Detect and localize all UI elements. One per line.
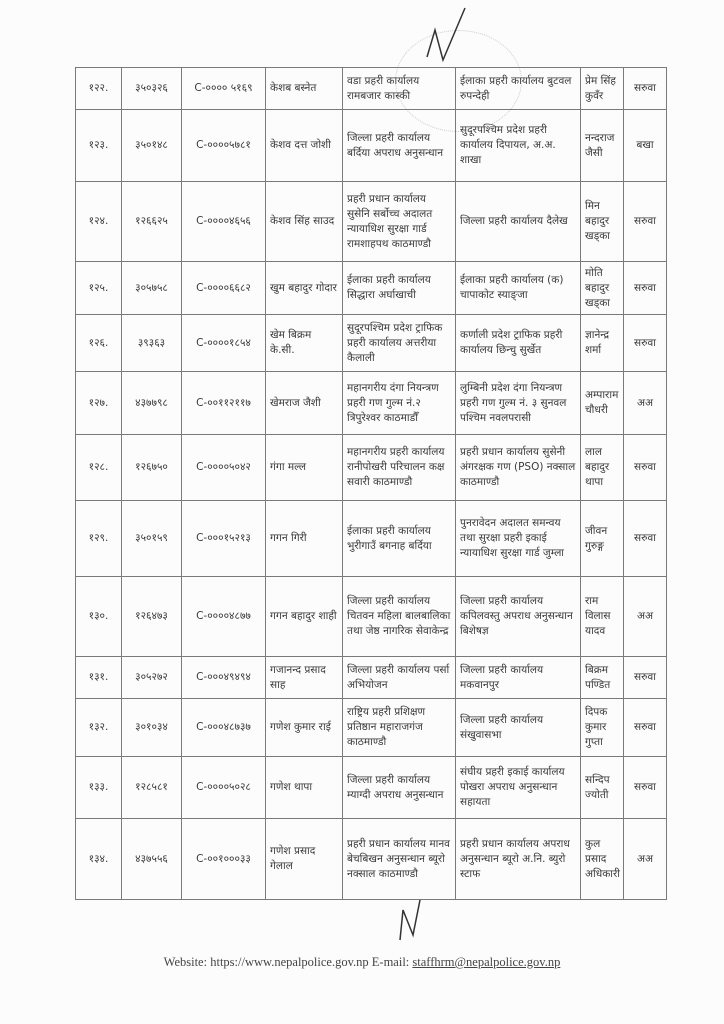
from-office-cell: महानगरीय प्रहरी कार्यालय रानीपोखरी परिचालन कक्ष सवारी काठमाण्डौ [343, 435, 456, 501]
cit-code-cell: C-००००५०२८ [182, 757, 266, 819]
to-office-cell: जिल्ला प्रहरी कार्यालय कपिलवस्तु अपराध अनुसन्धान बिशेषज्ञ [456, 577, 581, 657]
approver-name-cell: मोति बहादुर खड्का [581, 262, 624, 315]
employee-id-cell: ३०५२७२ [122, 657, 182, 699]
transfer-status-cell: सरुवा [624, 182, 667, 262]
serial-number-cell: १२५. [76, 262, 122, 315]
employee-name-cell: केशव दत्त जोशी [266, 110, 343, 182]
approver-name-cell: अम्पाराम चौधरी [581, 372, 624, 435]
table-row [76, 501, 667, 577]
transfer-status-cell: सरुवा [624, 699, 667, 757]
table-row [76, 68, 667, 110]
cit-code-cell: C-०००४८७३७ [182, 699, 266, 757]
from-office-cell: राष्ट्रिय प्रहरी प्रशिक्षण प्रतिष्ठान महाराजगंज काठमाण्डौ [343, 699, 456, 757]
serial-number-cell: १२२. [76, 68, 122, 110]
to-office-cell: प्रहरी प्रधान कार्यालय अपराध अनुसन्धान ब्यूरो अ.नि. ब्युरो स्टाफ [456, 819, 581, 900]
table-row [76, 110, 667, 182]
transfer-status-cell: अअ [624, 577, 667, 657]
table-row [76, 182, 667, 262]
from-office-cell: सुदूरपश्चिम प्रदेश ट्राफिक प्रहरी कार्यालय अत्तरीया कैलाली [343, 315, 456, 372]
employee-id-cell: ४३७७९८ [122, 372, 182, 435]
cit-code-cell: C-००००४६५६ [182, 182, 266, 262]
to-office-cell: सुदूरपश्चिम प्रदेश प्रहरी कार्यालय दिपायल, अ.अ. शाखा [456, 110, 581, 182]
serial-number-cell: १२८. [76, 435, 122, 501]
approver-name-cell: ज्ञानेन्द्र शर्मा [581, 315, 624, 372]
cit-code-cell: C-००११२११७ [182, 372, 266, 435]
approver-name-cell: कुल प्रसाद अधिकारी [581, 819, 624, 900]
serial-number-cell: १३१. [76, 657, 122, 699]
transfer-status-cell: सरुवा [624, 68, 667, 110]
cit-code-cell: C-०००० ५१६९ [182, 68, 266, 110]
employee-id-cell: ४३७५५६ [122, 819, 182, 900]
employee-id-cell: १२६७५० [122, 435, 182, 501]
cit-code-cell: C-००००५७८१ [182, 110, 266, 182]
table-row [76, 819, 667, 900]
table-row [76, 372, 667, 435]
cit-code-cell: C-००००५०४२ [182, 435, 266, 501]
approver-name-cell: राम विलास यादव [581, 577, 624, 657]
to-office-cell: ईलाका प्रहरी कार्यालय बुटवल रुपन्देही [456, 68, 581, 110]
table-row [76, 757, 667, 819]
employee-name-cell: गणेश थापा [266, 757, 343, 819]
to-office-cell: संघीय प्रहरी इकाई कार्यालय पोखरा अपराध अनुसन्धान सहायता [456, 757, 581, 819]
to-office-cell: लुम्बिनी प्रदेश दंगा नियन्त्रण प्रहरी गण गुल्म नं. ३ सुनवल पश्चिम नवलपरासी [456, 372, 581, 435]
from-office-cell: जिल्ला प्रहरी कार्यालय पर्सा अभियोजन [343, 657, 456, 699]
serial-number-cell: १२९. [76, 501, 122, 577]
serial-number-cell: १३०. [76, 577, 122, 657]
serial-number-cell: १२७. [76, 372, 122, 435]
employee-name-cell: खेमराज जैशी [266, 372, 343, 435]
cit-code-cell: C-००००१८५४ [182, 315, 266, 372]
serial-number-cell: १३२. [76, 699, 122, 757]
employee-id-cell: ३५०१५९ [122, 501, 182, 577]
to-office-cell: कर्णाली प्रदेश ट्राफिक प्रहरी कार्यालय छिन्चु सुर्खेत [456, 315, 581, 372]
approver-name-cell: लाल बहादुर थापा [581, 435, 624, 501]
transfer-status-cell: सरुवा [624, 657, 667, 699]
employee-name-cell: गणेश कुमार राई [266, 699, 343, 757]
transfer-status-cell: बखा [624, 110, 667, 182]
employee-name-cell: गंगा मल्ल [266, 435, 343, 501]
website-link[interactable]: https://www.nepalpolice.gov.np [210, 955, 369, 969]
employee-id-cell: ३०१०३४ [122, 699, 182, 757]
employee-id-cell: १२८५८१ [122, 757, 182, 819]
employee-name-cell: गगन गिरी [266, 501, 343, 577]
table-row [76, 699, 667, 757]
table-row [76, 657, 667, 699]
approver-name-cell: सन्दिप ज्योती [581, 757, 624, 819]
approver-name-cell: दिपक कुमार गुप्ता [581, 699, 624, 757]
cit-code-cell: C-००००६६८२ [182, 262, 266, 315]
from-office-cell: प्रहरी प्रधान कार्यालय मानव बेचबिखन अनुसन्धान ब्यूरो नक्साल काठमाण्डौ [343, 819, 456, 900]
cit-code-cell: C-०००४९४९४ [182, 657, 266, 699]
employee-name-cell: गगन बहादुर शाही [266, 577, 343, 657]
table-row [76, 577, 667, 657]
serial-number-cell: १२६. [76, 315, 122, 372]
employee-name-cell: खेम बिक्रम के.सी. [266, 315, 343, 372]
approver-name-cell: मिन बहादुर खड्का [581, 182, 624, 262]
to-office-cell: जिल्ला प्रहरी कार्यालय संखुवासभा [456, 699, 581, 757]
employee-id-cell: ३९३६३ [122, 315, 182, 372]
from-office-cell: वडा प्रहरी कार्यालय रामबजार कास्की [343, 68, 456, 110]
transfer-status-cell: अअ [624, 372, 667, 435]
website-label: Website: [163, 955, 208, 969]
serial-number-cell: १३४. [76, 819, 122, 900]
employee-id-cell: ३०५७५८ [122, 262, 182, 315]
serial-number-cell: १३३. [76, 757, 122, 819]
transfer-status-cell: सरुवा [624, 757, 667, 819]
from-office-cell: ईलाका प्रहरी कार्यालय सिद्धारा अर्घाखाची [343, 262, 456, 315]
approver-name-cell: बिक्रम पण्डित [581, 657, 624, 699]
from-office-cell: ईलाका प्रहरी कार्यालय भुरीगाउँ बगनाह बर्दिया [343, 501, 456, 577]
cit-code-cell: C-००१०००३३ [182, 819, 266, 900]
transfer-status-cell: सरुवा [624, 501, 667, 577]
page-footer [0, 955, 724, 970]
from-office-cell: महानगरीय दंगा नियन्त्रण प्रहरी गण गुल्म नं.२ त्रिपुरेश्वर काठमाडौँ [343, 372, 456, 435]
cit-code-cell: C-०००१५२१३ [182, 501, 266, 577]
serial-number-cell: १२४. [76, 182, 122, 262]
to-office-cell: जिल्ला प्रहरी कार्यालय दैलेख [456, 182, 581, 262]
employee-name-cell: केशव सिंह साउद [266, 182, 343, 262]
email-link[interactable]: staffhrm@nepalpolice.gov.np [412, 955, 561, 969]
employee-name-cell: गणेश प्रसाद गेलाल [266, 819, 343, 900]
table-row [76, 262, 667, 315]
employee-id-cell: ३५०१४८ [122, 110, 182, 182]
employee-id-cell: १२६४७३ [122, 577, 182, 657]
from-office-cell: जिल्ला प्रहरी कार्यालय बर्दिया अपराध अनुसन्धान [343, 110, 456, 182]
signature-bottom [395, 895, 425, 945]
transfer-status-cell: सरुवा [624, 315, 667, 372]
from-office-cell: प्रहरी प्रधान कार्यालय सुसेनि सर्बोच्च अदालत न्यायाधिश सुरक्षा गार्ड रामशाहपथ काठमाण्डौ [343, 182, 456, 262]
from-office-cell: जिल्ला प्रहरी कार्यालय चितवन महिला बालबालिका तथा जेष्ठ नागरिक सेवाकेन्द्र [343, 577, 456, 657]
transfer-status-cell: सरुवा [624, 262, 667, 315]
employee-name-cell: केशब बस्नेत [266, 68, 343, 110]
transfer-status-cell: सरुवा [624, 435, 667, 501]
table-row [76, 435, 667, 501]
to-office-cell: जिल्ला प्रहरी कार्यालय मकवानपुर [456, 657, 581, 699]
employee-id-cell: १२६६२५ [122, 182, 182, 262]
email-label: E-mail: [371, 955, 410, 969]
from-office-cell: जिल्ला प्रहरी कार्यालय म्याग्दी अपराध अनुसन्धान [343, 757, 456, 819]
serial-number-cell: १२३. [76, 110, 122, 182]
employee-name-cell: गजानन्द प्रसाद साह [266, 657, 343, 699]
approver-name-cell: जीवन गुरुङ्ग [581, 501, 624, 577]
to-office-cell: ईलाका प्रहरी कार्यालय (क) चापाकोट स्याङ्जा [456, 262, 581, 315]
approver-name-cell: नन्दराज जैसी [581, 110, 624, 182]
to-office-cell: प्रहरी प्रधान कार्यालय सुसेनी अंगरक्षक गण (PSO) नक्साल काठमाण्डौ [456, 435, 581, 501]
table-row [76, 315, 667, 372]
transfer-status-cell: अअ [624, 819, 667, 900]
employee-name-cell: खुम बहादुर गोदार [266, 262, 343, 315]
transfer-table [75, 67, 667, 900]
employee-id-cell: ३५०३२६ [122, 68, 182, 110]
cit-code-cell: C-००००४८७७ [182, 577, 266, 657]
to-office-cell: पुनरावेदन अदालत समन्वय तथा सुरक्षा प्रहरी इकाई न्यायाधिश सुरक्षा गार्ड जुम्ला [456, 501, 581, 577]
signature-top [415, 5, 475, 65]
approver-name-cell: प्रेम सिंह कुवँर [581, 68, 624, 110]
